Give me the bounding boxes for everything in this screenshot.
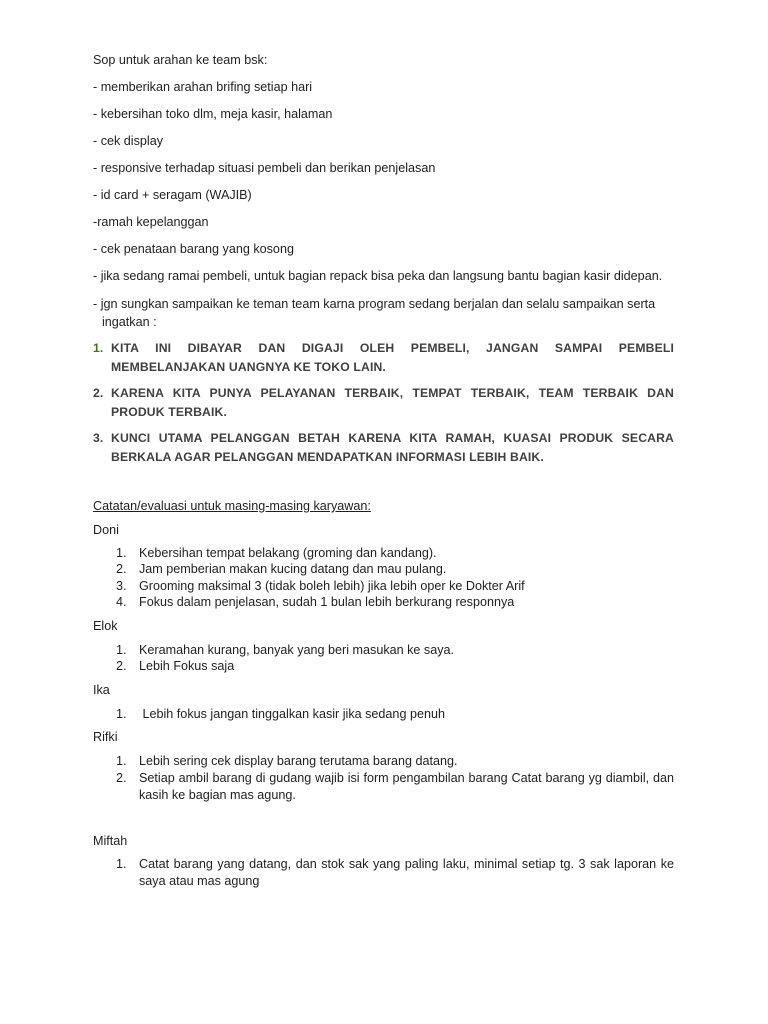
sop-item: - cek penataan barang yang kosong xyxy=(93,242,294,256)
sop-item: - jgn sungkan sampaikan ke teman team karna program sedang berjalan dan selalu sampaikan serta xyxy=(93,297,656,311)
note-number: 2. xyxy=(116,659,127,673)
note-text: Lebih fokus jangan tinggalkan kasir jika sedang penuh xyxy=(139,707,445,721)
sop-item: - memberikan arahan brifing setiap hari xyxy=(93,80,313,94)
sop-item: - cek display xyxy=(93,134,163,148)
principle-item xyxy=(93,339,674,376)
note-number: 2. xyxy=(116,771,127,785)
note-number: 1. xyxy=(116,754,127,768)
principle-number: 2. xyxy=(93,386,104,400)
note-number: 2. xyxy=(116,562,127,576)
note-text: Keramahan kurang, banyak yang beri masukan ke saya. xyxy=(139,643,455,657)
note-number: 3. xyxy=(116,579,127,593)
note-text: Fokus dalam penjelasan, sudah 1 bulan lebih berkurang responnya xyxy=(139,595,515,609)
sop-item: - jika sedang ramai pembeli, untuk bagian repack bisa peka dan langsung bantu bagian kasir didepan. xyxy=(93,269,663,283)
principle-item xyxy=(93,429,674,466)
note-text: Grooming maksimal 3 (tidak boleh lebih) jika lebih oper ke Dokter Arif xyxy=(139,579,525,593)
note-text: Kebersihan tempat belakang (groming dan kandang). xyxy=(139,546,437,560)
note-text: Jam pemberian makan kucing datang dan mau pulang. xyxy=(139,562,447,576)
note-item xyxy=(116,753,674,770)
note-item xyxy=(116,642,674,659)
principle-number: 3. xyxy=(93,431,104,445)
sop-item: -ramah kepelanggan xyxy=(93,215,209,229)
sop-item: - kebersihan toko dlm, meja kasir, halaman xyxy=(93,107,333,121)
note-text: Lebih Fokus saja xyxy=(139,659,235,673)
note-text: Catat barang yang datang, dan stok sak yang paling laku, minimal setiap tg. 3 sak laporan ke saya atau mas agung xyxy=(139,857,674,888)
note-text: Setiap ambil barang di gudang wajib isi form pengambilan barang Catat barang yg diambil, dan kasih ke bagian mas agung. xyxy=(139,771,674,802)
principle-text: KARENA KITA PUNYA PELAYANAN TERBAIK, TEMPAT TERBAIK, TEAM TERBAIK DAN PRODUK TERBAIK. xyxy=(111,386,674,419)
sop-heading: Sop untuk arahan ke team bsk: xyxy=(93,53,268,67)
note-number: 1. xyxy=(116,857,127,871)
sop-item: - id card + seragam (WAJIB) xyxy=(93,188,252,202)
note-number: 1. xyxy=(116,643,127,657)
note-text: Lebih sering cek display barang terutama barang datang. xyxy=(139,754,458,768)
note-number: 1. xyxy=(116,707,127,721)
note-item xyxy=(116,545,674,562)
principle-text: KUNCI UTAMA PELANGGAN BETAH KARENA KITA RAMAH, KUASAI PRODUK SECARA BERKALA AGAR PELANGGAN MENDAPATKAN INFORMASI LEBIH BAIK. xyxy=(111,431,674,464)
principle-text: KITA INI DIBAYAR DAN DIGAJI OLEH PEMBELI, JANGAN SAMPAI PEMBELI MEMBELANJAKAN UANGNYA KE TOKO LAIN. xyxy=(111,341,674,374)
employee-name: Rifki xyxy=(93,730,118,744)
employee-name: Elok xyxy=(93,619,118,633)
note-item xyxy=(116,594,674,611)
sop-item-continuation: ingatkan : xyxy=(102,315,157,329)
principle-number: 1. xyxy=(93,341,104,355)
note-item xyxy=(116,770,674,803)
note-number: 1. xyxy=(116,546,127,560)
note-item xyxy=(116,561,674,578)
note-number: 4. xyxy=(116,595,127,609)
employee-name: Doni xyxy=(93,523,119,537)
sop-item: - responsive terhadap situasi pembeli dan berikan penjelasan xyxy=(93,161,436,175)
note-item xyxy=(116,856,674,889)
employee-name: Ika xyxy=(93,683,110,697)
employee-name: Miftah xyxy=(93,834,128,848)
evaluation-heading: Catatan/evaluasi untuk masing-masing karyawan: xyxy=(93,499,371,513)
principle-item xyxy=(93,384,674,421)
note-item xyxy=(116,578,674,595)
note-item xyxy=(116,706,674,723)
note-item xyxy=(116,658,674,675)
